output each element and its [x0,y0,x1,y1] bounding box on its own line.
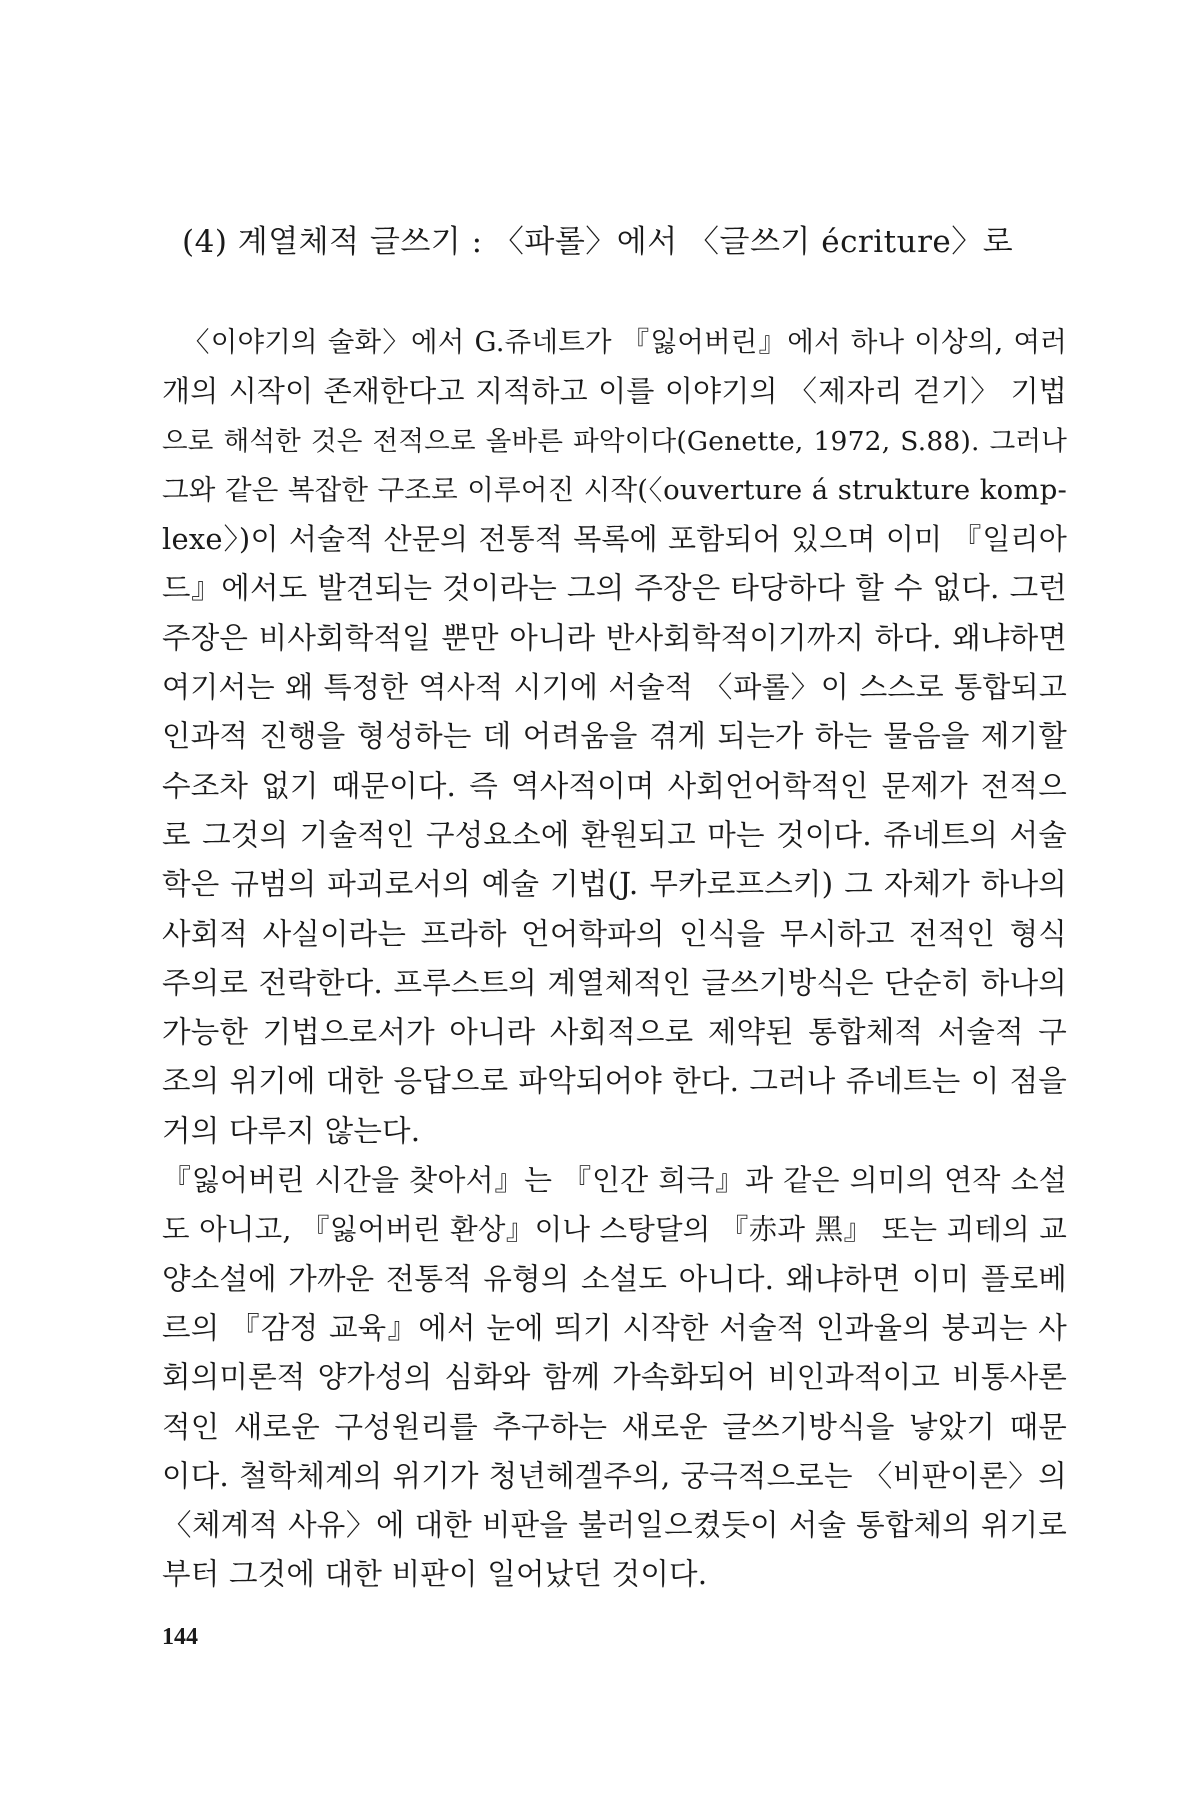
section-heading: (4) 계열체적 글쓰기 : 〈파롤〉에서 〈글쓰기 écriture〉로 [182,224,1014,260]
text-line: 주의로 전락한다. 프루스트의 계열체적인 글쓰기방식은 단순히 하나의 [162,965,1067,1000]
body-text [162,318,1067,1600]
text-line: 이다. 철학체계의 위기가 청년헤겔주의, 궁극적으로는 〈비판이론〉의 [162,1458,1067,1493]
text-line: 『잃어버린 시간을 찾아서』는 『인간 희극』과 같은 의미의 연작 소설 [162,1163,1067,1198]
book-page [162,0,1067,1800]
page-number: 144 [162,1624,198,1650]
text-line: 그와 같은 복잡한 구조로 이루어진 시작(〈ouverture á strukture komp- [162,473,1067,506]
text-line: 학은 규범의 파괴로서의 예술 기법(J. 무카로프스키) 그 자체가 하나의 [162,867,1067,902]
text-line: lexe〉)이 서술적 산문의 전통적 목록에 포함되어 있으며 이미 『일리아 [162,522,1067,557]
text-line: 도 아니고, 『잃어버린 환상』이나 스탕달의 『赤과 黑』 또는 괴테의 교 [162,1213,1067,1247]
text-line: 조의 위기에 대한 응답으로 파악되어야 한다. 그러나 쥬네트는 이 점을 [162,1064,1067,1099]
paragraph [162,1156,1067,1600]
text-line: 사회적 사실이라는 프라하 언어학파의 인식을 무시하고 전적인 형식 [162,916,1067,951]
text-line: 인과적 진행을 형성하는 데 어려움을 겪게 되는가 하는 물음을 제기할 [162,719,1067,754]
paragraph [162,318,1067,1156]
text-line: 수조차 없기 때문이다. 즉 역사적이며 사회언어학적인 문제가 전적으 [162,768,1067,803]
text-line: 로 그것의 기술적인 구성요소에 환원되고 마는 것이다. 쥬네트의 서술 [162,817,1067,852]
text-line: 으로 해석한 것은 전적으로 올바른 파악이다(Genette, 1972, S.88). 그러나 [162,425,1067,457]
text-line: 가능한 기법으로서가 아니라 사회적으로 제약된 통합체적 서술적 구 [162,1015,1067,1050]
text-line: 〈체계적 사유〉에 대한 비판을 불러일으켰듯이 서술 통합체의 위기로 [162,1508,1067,1543]
text-line: 부터 그것에 대한 비판이 일어났던 것이다. [162,1557,708,1592]
text-line: 양소설에 가까운 전통적 유형의 소설도 아니다. 왜냐하면 이미 플로베 [162,1261,1067,1296]
text-line: 주장은 비사회학적일 뿐만 아니라 반사회학적이기까지 하다. 왜냐하면 [162,620,1067,655]
text-line: 여기서는 왜 특정한 역사적 시기에 서술적 〈파롤〉이 스스로 통합되고 [162,670,1067,705]
text-line: 드』에서도 발견되는 것이라는 그의 주장은 타당하다 할 수 없다. 그런 [162,571,1067,606]
text-line: 르의 『감정 교육』에서 눈에 띄기 시작한 서술적 인과율의 붕괴는 사 [162,1310,1067,1345]
text-line: 거의 다루지 않는다. [162,1113,421,1148]
text-line: 개의 시작이 존재한다고 지적하고 이를 이야기의 〈제자리 걷기〉 기법 [162,374,1067,409]
text-line: 적인 새로운 구성원리를 추구하는 새로운 글쓰기방식을 낳았기 때문 [162,1409,1067,1444]
text-line: 〈이야기의 술화〉에서 G.쥬네트가 『잃어버린』에서 하나 이상의, 여러 [182,326,1067,358]
text-line: 회의미론적 양가성의 심화와 함께 가속화되어 비인과적이고 비통사론 [162,1360,1067,1395]
